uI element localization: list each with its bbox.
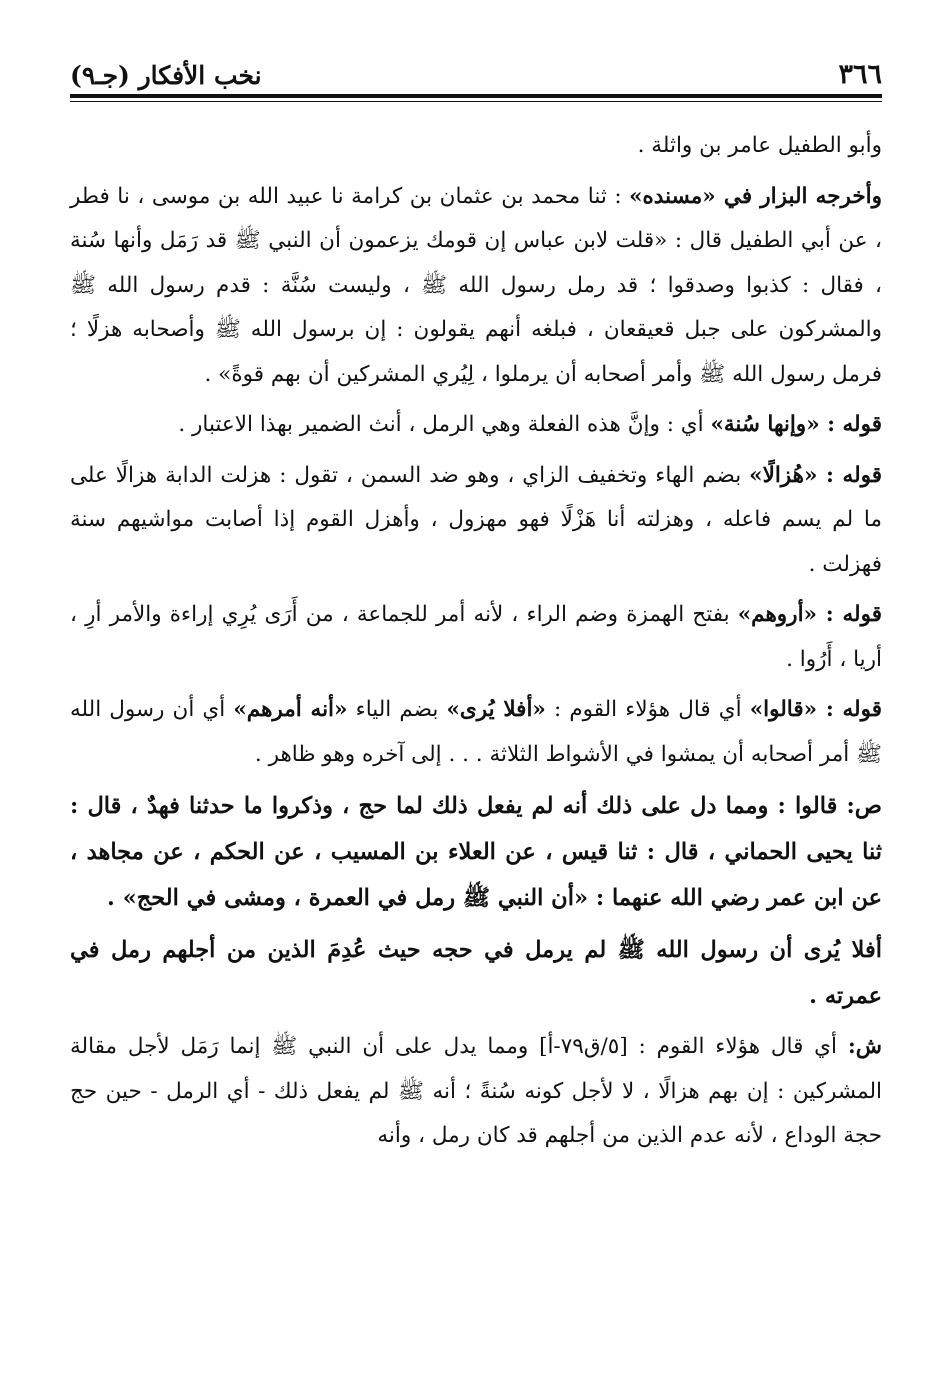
paragraph xyxy=(70,175,882,398)
book-title: نخب الأفكار (جـ٩) xyxy=(70,61,262,90)
page-body xyxy=(70,124,882,1159)
paragraph xyxy=(70,783,882,921)
bold-text-run: «أفلا يُرى» xyxy=(446,697,546,722)
paragraph xyxy=(70,593,882,682)
bold-text-run: قوله : «قالوا» xyxy=(749,697,882,722)
page-header xyxy=(70,48,882,90)
text-run: بفتح الهمزة وضم الراء ، لأنه أمر للجماعة ، من أَرَى يُرِي إراءة والأمر أرِ ، أريا ، أَرُوا . xyxy=(70,602,882,672)
bold-text-run: «أنه أمرهم» xyxy=(233,697,348,722)
bold-text-run: ش: xyxy=(847,1034,882,1059)
bold-text-run: قوله : «هُزالًا» xyxy=(749,462,883,488)
header-rule-thin xyxy=(70,101,882,102)
text-run: بضم الهاء وتخفيف الزاي ، وهو ضد السمن ، تقول : هزلت الدابة هزالًا على ما لم يسم فاعله ، وهزلته أنا هَزْلًا فهو مهزول ، وأهزل القوم إذا أصابت مواشيهم سنة فهزلت . xyxy=(70,462,882,577)
text-run: أي أن رسول الله ﷺ أمر أصحابه أن يمشوا في الأشواط الثلاثة . . . إلى آخره وهو ظاهر . xyxy=(70,697,882,767)
bold-text-run: ص: قالوا : ومما دل على ذلك أنه لم يفعل ذلك لما حج ، وذكروا ما حدثنا فهدٌ ، قال : ثنا يحيى الحماني ، قال : ثنا قيس ، عن العلاء بن المسيب ، عن الحكم ، عن مجاهد ، عن ابن عمر رضي الله عنهما : «أن النبي ﷺ رمل في العمرة ، ومشى في الحج» . xyxy=(70,793,882,911)
text-run: أي : وإنَّ هذه الفعلة وهي الرمل ، أنث الضمير بهذا الاعتبار . xyxy=(178,412,711,437)
text-run: أي قال هؤلاء القوم : [٥/ق٧٩-أ] ومما يدل على أن النبي ﷺ إنما رَمَل لأجل مقالة المشركين : إن بهم هزالًا ، لا لأجل كونه سُنةً ؛ أنه ﷺ لم يفعل ذلك - أي الرمل - حين حج حجة الوداع ، لأنه عدم الذين من أجلهم قد كان رمل ، وأنه xyxy=(70,1034,882,1148)
text-run: بضم الياء xyxy=(347,697,447,722)
paragraph xyxy=(70,403,882,448)
text-run: وأبو الطفيل عامر بن واثلة . xyxy=(637,133,882,158)
text-run: أي قال هؤلاء القوم : xyxy=(545,697,750,722)
paragraph xyxy=(70,927,882,1019)
paragraph xyxy=(70,688,882,777)
header-rule-thick xyxy=(70,94,882,98)
bold-text-run: أفلا يُرى أن رسول الله ﷺ لم يرمل في حجه حيث عُدِمَ الذين من أجلهم رمل في عمرته . xyxy=(70,937,882,1009)
bold-text-run: قوله : «وإنها سُنة» xyxy=(710,412,882,437)
bold-text-run: وأخرجه البزار في «مسنده» xyxy=(629,183,882,209)
page-number: ٣٦٦ xyxy=(838,59,882,90)
bold-text-run: قوله : «أروهم» xyxy=(737,602,882,627)
paragraph xyxy=(70,124,882,169)
text-run: : ثنا محمد بن عثمان بن كرامة نا عبيد الله بن موسى ، نا فطر ، عن أبي الطفيل قال : «قلت لابن عباس إن قومك يزعمون أن النبي ﷺ قد رَمَل وأنها سُنة ، فقال : كذبوا وصدقوا ؛ قد رمل رسول الله ﷺ ، وليست سُنَّة : قدم رسول الله ﷺ والمشركون على جبل قعيقعان ، فبلغه أنهم يقولون : إن برسول الله ﷺ وأصحابه هزلًا ؛ فرمل رسول الله ﷺ وأمر أصحابه أن يرملوا ، لِيُري المشركين أن بهم قوةً» . xyxy=(70,183,882,387)
paragraph xyxy=(70,1025,882,1159)
paragraph xyxy=(70,454,882,588)
